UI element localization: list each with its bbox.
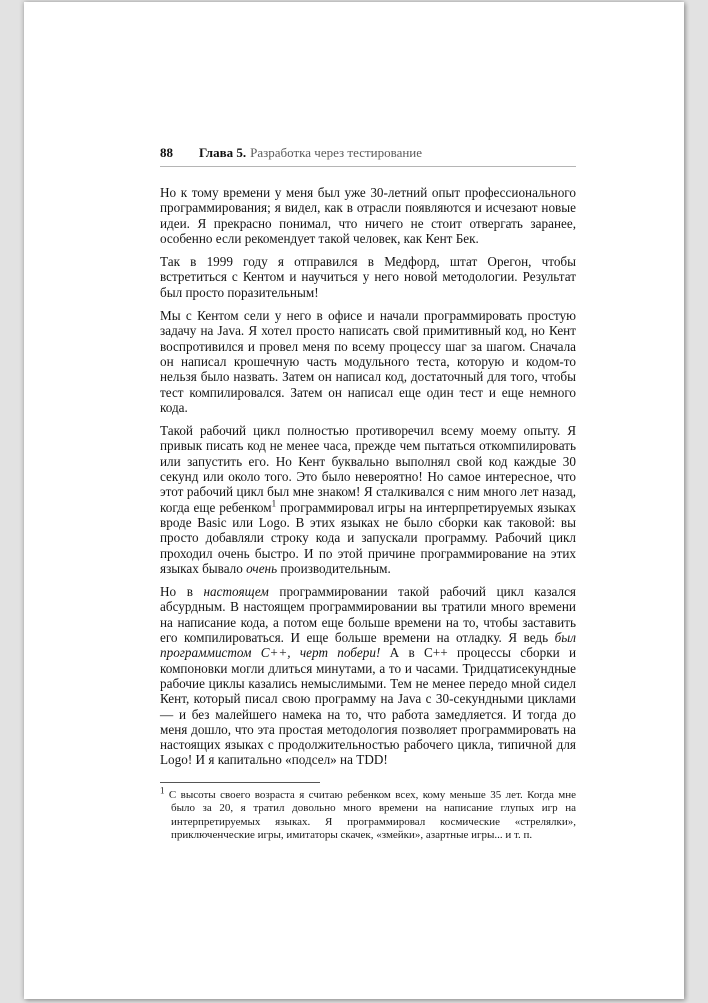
text-run: Мы с Кентом сели у него в офисе и начали программировать простую задачу на Java. Я хотел просто написать свой примитивный код, но Кент воспротивился и провел меня по всему процессу шаг за шагом. Сначала он написал крошечную часть модульного теста, которую и кодом-то нельзя было назвать. Затем он написал код, достаточный для того, чтобы тест компилировался. Затем он написал еще один тест и еще немного кода. <box>160 308 576 415</box>
text-run: Но в <box>160 584 204 600</box>
footnote-text <box>160 785 576 843</box>
running-head <box>199 146 422 160</box>
text-run: С высоты своего возраста я считаю ребенком всех, кому меньше 35 лет. Когда мне было за 20, я тратил довольно много времени на написание глупых игр на интерпретируемых языках. Я программировал космические «стрелялки», приключенческие игры, имитаторы скачек, «змейки», азартные игры... и т. п. <box>164 788 576 842</box>
paragraph <box>160 584 576 768</box>
paragraph <box>160 308 576 415</box>
text-run: производительным. <box>277 560 391 576</box>
paragraph <box>160 185 576 246</box>
text-run: Но к тому времени у меня был уже 30-летний опыт профессионального программирования; я видел, как в отрасли появляются и исчезают новые идеи. Я прекрасно понимал, что ничего не стоит отвергать заранее, особенно если рекомендует такой человек, как Кент Бек. <box>160 185 576 246</box>
footnote-divider <box>160 782 320 783</box>
text-run: был программистом C++, черт побери! <box>160 630 576 661</box>
running-header <box>160 146 576 167</box>
chapter-title: Разработка через тестирование <box>250 145 423 160</box>
text-run: А в C++ процессы сборки и компоновки могли длиться минутами, а то и часами. Тридцатисекундные рабочие циклы казались немыслимыми. Тем не менее передо мной сидел Кент, который писал свою программу на Java с 30-секундными циклами — и без малейшего намека на то, что работа замедляется. И тогда до меня дошло, что эта простая методология позволяет программировать на настоящих языках с продолжительностью рабочего цикла, типичной для Logo! И я капитально «подсел» на TDD! <box>160 645 577 768</box>
text-run: программировал игры на интерпретируемых языках вроде Basic или Logo. В этих языках не было сборки как таковой: вы просто добавляли строку кода и запускали программу. Рабочий цикл проходил очень быстро. И по этой причине программирование на этих языках бывало <box>160 499 577 576</box>
text-run: программировании такой рабочий цикл казался абсурдным. В настоящем программировании вы тратили много времени на написание кода, а потом еще больше времени на то, чтобы заставить его компилироваться. И еще больше времени на отладку. Я ведь <box>160 584 576 646</box>
body-text <box>160 185 576 768</box>
book-page <box>24 2 684 999</box>
text-run: Так в 1999 году я отправился в Медфорд, штат Орегон, чтобы встретиться с Кентом и научиться у него новой методологии. Результат был просто поразительным! <box>160 254 576 300</box>
text-run: Такой рабочий цикл полностью противоречил всему моему опыту. Я привык писать код не менее часа, прежде чем пытаться откомпилировать или запустить его. Но Кент буквально выполнял свой код каждые 30 секунд или около того. Это было невероятно! Но самое интересное, что этот рабочий цикл был мне знаком! Я сталкивался с ним много лет назад, когда еще ребенком <box>160 423 576 515</box>
paragraph <box>160 254 576 300</box>
text-run: очень <box>246 560 278 576</box>
page-number: 88 <box>160 145 173 160</box>
footnote-marker: 1 <box>160 785 165 796</box>
text-run: настоящем <box>203 584 269 600</box>
paragraph <box>160 423 576 576</box>
chapter-label: Глава 5. <box>199 145 247 160</box>
footnote-marker: 1 <box>271 498 277 509</box>
